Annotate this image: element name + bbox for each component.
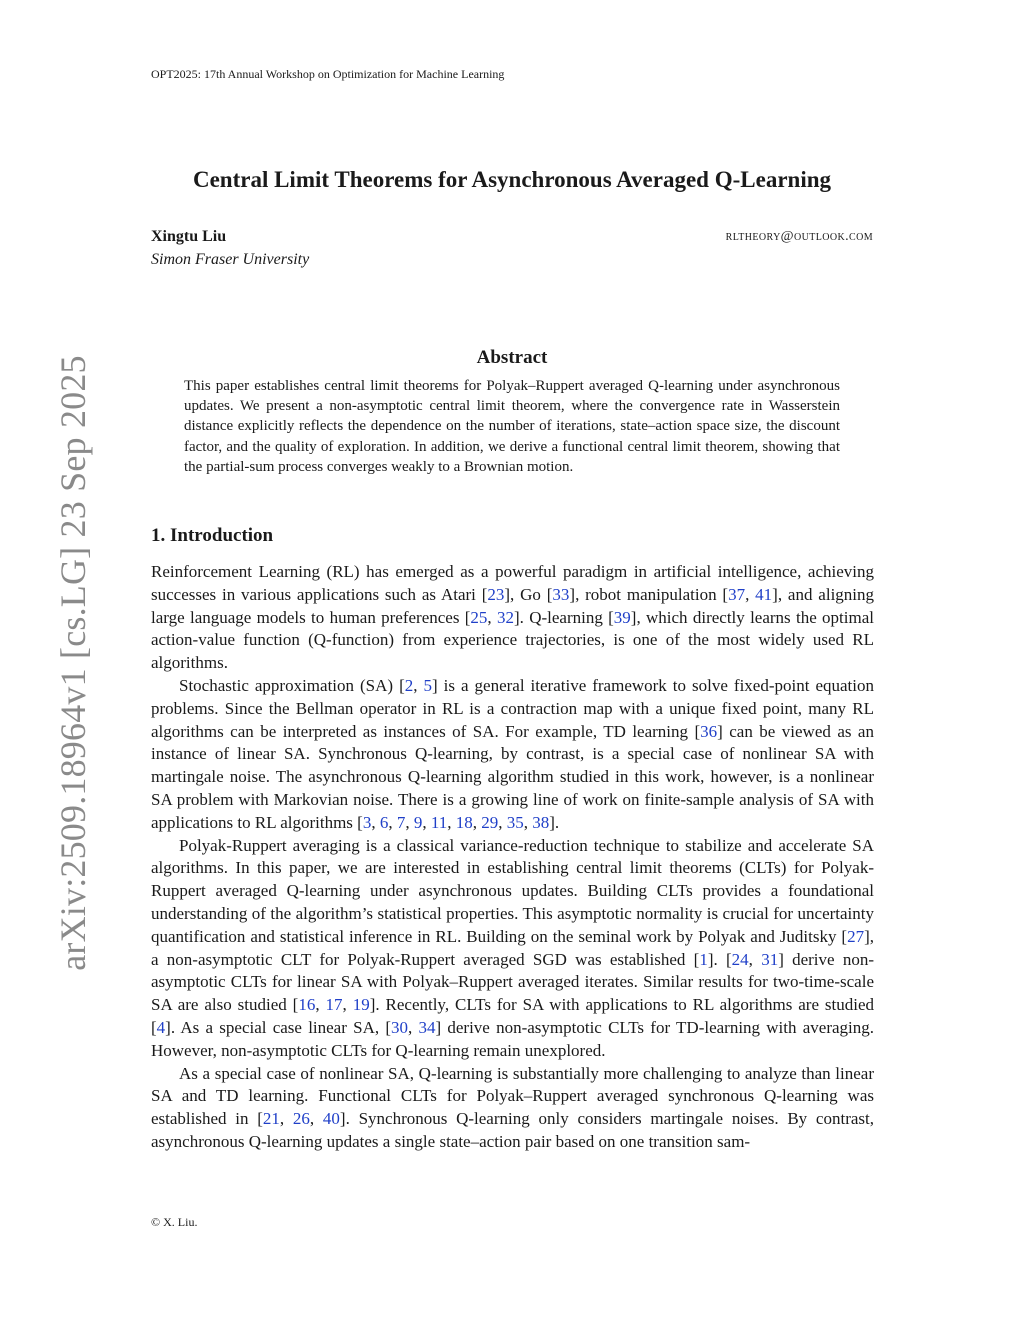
copyright-footer: © X. Liu. bbox=[151, 1215, 198, 1229]
citation-link[interactable]: 27 bbox=[847, 926, 865, 946]
citation-link[interactable]: 23 bbox=[487, 584, 505, 604]
citation-link[interactable]: 33 bbox=[552, 584, 570, 604]
citation-link[interactable]: 36 bbox=[700, 721, 718, 741]
citation-link[interactable]: 7 bbox=[396, 812, 406, 832]
author-affiliation: Simon Fraser University bbox=[151, 251, 310, 268]
section-heading-introduction: 1. Introduction bbox=[151, 525, 274, 546]
paragraph-text: ], robot manipulation [ bbox=[569, 584, 729, 604]
citation-link[interactable]: 2 bbox=[404, 675, 414, 695]
paragraph-text: , bbox=[447, 812, 456, 832]
citation-link[interactable]: 1 bbox=[699, 949, 708, 969]
paragraph-text: ]. As a special case linear SA, [ bbox=[165, 1017, 391, 1037]
paragraph-text: , bbox=[745, 584, 756, 604]
paragraph-text: ]. Q-learning [ bbox=[513, 607, 614, 627]
intro-paragraph bbox=[151, 1063, 874, 1154]
intro-paragraph bbox=[151, 561, 874, 675]
paragraph-text: , bbox=[487, 607, 497, 627]
paragraph-text: ] can be viewed as an instance of linear SA. Synchronous Q-learning, by contrast, is a special case of nonlinear SA with martingale noise. The asynchronous Q-learning algorithm studied in this work, however, is a nonlinear SA problem with Markovian noise. There is a growing line of work on finite-sample analysis of SA with applications to RL algorithms [ bbox=[151, 721, 874, 832]
paragraph-text: ]. Recently, CLTs for SA with applications to RL algorithms are studied [ bbox=[151, 995, 875, 1037]
citation-link[interactable]: 18 bbox=[455, 812, 473, 832]
citation-link[interactable]: 37 bbox=[728, 584, 746, 604]
abstract-text: This paper establishes central limit theorems for Polyak–Ruppert averaged Q-learning under asynchronous updates. We present a non-asymptotic central limit theorem, where the convergence rate in Wasserstein distance explicitly reflects the dependence on the number of iterations, state–action space size, the discount factor, and the quality of exploration. In addition, we derive a functional central limit theorem, showing that the partial-sum process converges weakly to a Brownian motion. bbox=[184, 378, 840, 475]
paragraph-text: ] is a general iterative framework to solve fixed-point equation problems. Since the Bellman operator in RL is a contraction map with a unique fixed point, many RL algorithms can be interpreted as instances of SA. For example, TD learning [ bbox=[151, 675, 874, 741]
paragraph-text: As a special case of nonlinear SA, Q-learning is substantially more challenging to analyze than linear SA and TD learning. Functional CLTs for Polyak–Ruppert averaged synchronous Q-learning was established in [ bbox=[151, 1063, 874, 1129]
paragraph-text: , bbox=[422, 812, 431, 832]
paragraph-text: , bbox=[279, 1109, 293, 1129]
paragraph-text: ], which directly learns the optimal action-value function (Q-function) from experience trajectories, is one of the most widely used RL algorithms. bbox=[151, 607, 874, 673]
paragraph-text: , bbox=[405, 812, 414, 832]
citation-link[interactable]: 16 bbox=[298, 995, 316, 1015]
citation-link[interactable]: 39 bbox=[613, 607, 631, 627]
paragraph-text: ]. [ bbox=[707, 949, 732, 969]
paragraph-text: , bbox=[309, 1109, 323, 1129]
citation-link[interactable]: 6 bbox=[379, 812, 389, 832]
citation-link[interactable]: 3 bbox=[362, 812, 372, 832]
intro-paragraph bbox=[151, 835, 874, 1063]
paragraph-text: Stochastic approximation (SA) [ bbox=[179, 675, 405, 695]
paragraph-text: ], and aligning large language models to human preferences [ bbox=[151, 584, 875, 627]
paragraph-text: ], Go [ bbox=[504, 584, 553, 604]
citation-link[interactable]: 40 bbox=[322, 1109, 340, 1129]
citation-link[interactable]: 30 bbox=[391, 1017, 408, 1037]
paragraph-text: , bbox=[498, 812, 507, 832]
paragraph-text: Polyak-Ruppert averaging is a classical variance-reduction technique to stabilize and accelerate SA algorithms. In this paper, we are interested in establishing central limit theorems (CLTs) for Polyak-Ruppert averaged Q-learning under asynchronous updates. Building CLTs provides a foundational understanding of the algorithm’s statistical properties. This asymptotic normality is crucial for uncertainty quantification and statistical inference in RL. Building on the seminal work by Polyak and Juditsky [ bbox=[151, 835, 874, 946]
citation-link[interactable]: 11 bbox=[430, 812, 448, 832]
paragraph-text: , bbox=[315, 995, 326, 1015]
citation-link[interactable]: 29 bbox=[481, 812, 499, 832]
paper-title: Central Limit Theorems for Asynchronous Averaged Q-Learning bbox=[192, 167, 832, 192]
abstract-heading: Abstract bbox=[476, 347, 548, 368]
paragraph-text: , bbox=[472, 812, 482, 832]
citation-link[interactable]: 38 bbox=[532, 812, 550, 832]
citation-link[interactable]: 34 bbox=[418, 1017, 436, 1037]
paragraph-text: , bbox=[748, 949, 762, 969]
citation-link[interactable]: 24 bbox=[731, 949, 749, 969]
intro-paragraph bbox=[151, 675, 874, 835]
venue-header: OPT2025: 17th Annual Workshop on Optimization for Machine Learning bbox=[151, 67, 505, 81]
citation-link[interactable]: 41 bbox=[755, 584, 773, 604]
citation-link[interactable]: 25 bbox=[470, 607, 488, 627]
introduction-body bbox=[151, 561, 874, 1154]
citation-link[interactable]: 26 bbox=[292, 1109, 310, 1129]
paragraph-text: ] derive non-asymptotic CLTs for linear SA with Polyak–Ruppert averaged iterates. Similar results for two-time-scale SA are also studied [ bbox=[151, 949, 874, 1015]
paragraph-text: , bbox=[371, 812, 380, 832]
paragraph-text: Reinforcement Learning (RL) has emerged as a powerful paradigm in artificial intelligence, achieving successes in various applications such as Atari [ bbox=[151, 562, 874, 604]
paragraph-text: , bbox=[388, 812, 397, 832]
paragraph-text: , bbox=[342, 995, 353, 1015]
citation-link[interactable]: 35 bbox=[506, 812, 524, 832]
citation-link[interactable]: 32 bbox=[496, 607, 514, 627]
paragraph-text: , bbox=[408, 1017, 419, 1037]
citation-link[interactable]: 5 bbox=[423, 675, 432, 695]
paragraph-text: ]. bbox=[549, 812, 560, 832]
paragraph-text: , bbox=[523, 812, 533, 832]
paragraph-text: , bbox=[413, 675, 424, 695]
citation-link[interactable]: 9 bbox=[413, 812, 423, 832]
citation-link[interactable]: 19 bbox=[352, 995, 370, 1015]
citation-link[interactable]: 17 bbox=[325, 995, 343, 1015]
arxiv-stamp: arXiv:2509.18964v1 [cs.LG] 23 Sep 2025 bbox=[53, 355, 93, 971]
citation-link[interactable]: 4 bbox=[156, 1017, 166, 1037]
author-name: Xingtu Liu bbox=[151, 228, 227, 245]
citation-link[interactable]: 31 bbox=[761, 949, 779, 969]
paragraph-text: ]. Synchronous Q-learning only considers martingale noises. By contrast, asynchronous Q-learning updates a single state–action pair based on one transition sam- bbox=[151, 1109, 874, 1151]
paragraph-text: ] derive non-asymptotic CLTs for TD-learning with averaging. However, non-asymptotic CLTs for Q-learning remain unexplored. bbox=[151, 1017, 875, 1060]
author-email[interactable]: rltheory@outlook.com bbox=[725, 229, 873, 244]
paragraph-text: ], a non-asymptotic CLT for Polyak-Ruppert averaged SGD was established [ bbox=[151, 926, 874, 969]
citation-link[interactable]: 21 bbox=[262, 1109, 280, 1129]
